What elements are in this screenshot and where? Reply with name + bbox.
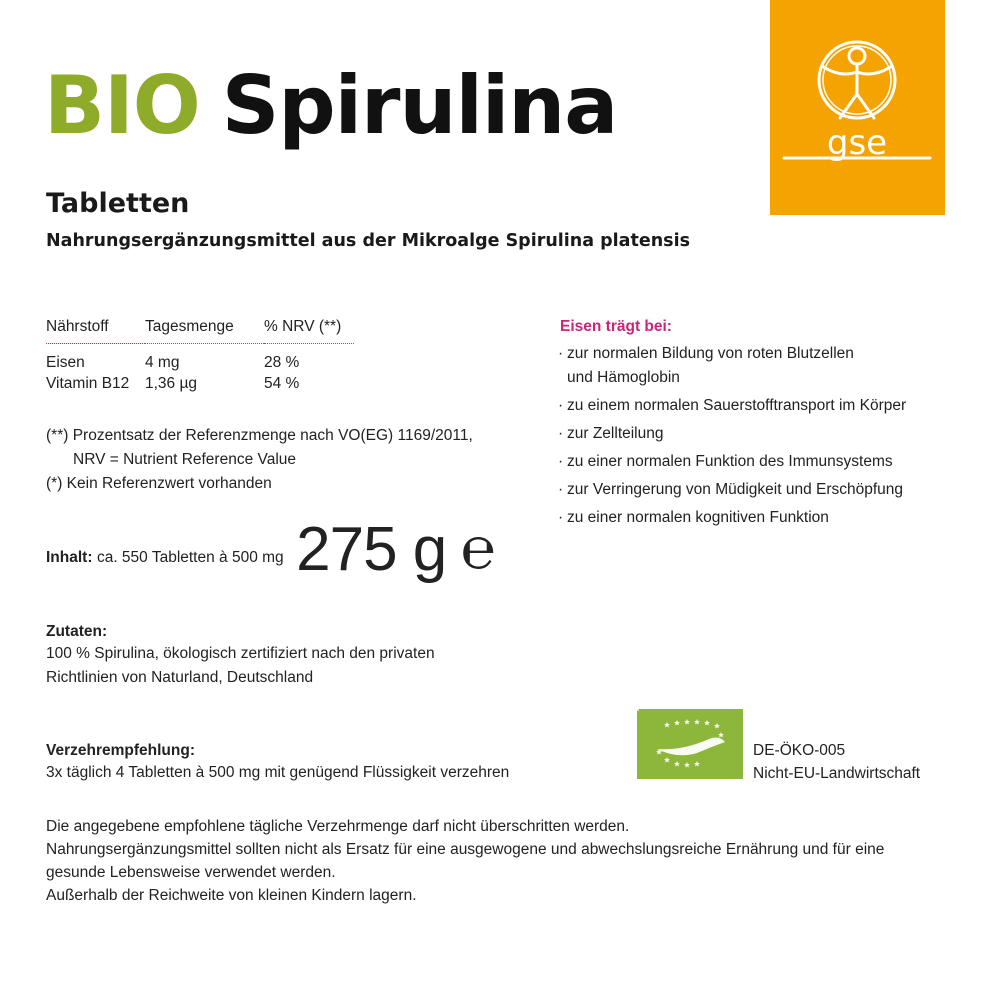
product-subtitle: Tabletten <box>46 188 190 219</box>
list-item <box>558 342 906 390</box>
footnote-no-reference: (*) Kein Referenzwert vorhanden <box>46 475 272 492</box>
ingredients-section <box>46 623 435 690</box>
bullet-icon: · <box>558 345 564 362</box>
footnote-nrv-definition: NRV = Nutrient Reference Value <box>73 451 297 468</box>
table-header: % NRV (**) <box>264 316 354 344</box>
bullet-icon: · <box>558 453 564 470</box>
product-description: Nahrungsergänzungsmittel aus der Mikroalge Spirulina platensis <box>46 231 690 251</box>
recommendation-text: 3x täglich 4 Tabletten à 500 mg mit genügend Flüssigkeit verzehren <box>46 764 510 781</box>
disclaimer-line: Außerhalb der Reichweite von kleinen Kindern lagern. <box>46 887 417 904</box>
footnote-nrv: (**) Prozentsatz der Referenzmenge nach VO(EG) 1169/2011, <box>46 427 473 444</box>
ingredients-line: Richtlinien von Naturland, Deutschland <box>46 669 314 686</box>
table-cell: 28 % <box>264 353 300 371</box>
gse-person-icon <box>770 0 945 215</box>
table-cell: 54 % <box>264 374 300 392</box>
iron-claims-list <box>558 342 906 534</box>
list-item <box>558 422 906 446</box>
eu-organic-logo <box>637 709 743 779</box>
bullet-icon: · <box>558 397 564 414</box>
disclaimer-line: Nahrungsergänzungsmittel sollten nicht als Ersatz für eine ausgewogene und abwechslungsreiche Ernährung und für eine gesunde Lebensweise verwendet werden. <box>46 841 885 881</box>
ingredients-heading: Zutaten: <box>46 623 108 640</box>
recommendation-heading: Verzehrempfehlung: <box>46 742 195 759</box>
list-item <box>558 394 906 418</box>
footnotes <box>46 424 473 496</box>
list-item-continuation: und Hämoglobin <box>567 369 680 386</box>
table-cell: Vitamin B12 <box>46 374 130 392</box>
list-item-text: zu einer normalen kognitiven Funktion <box>567 509 829 526</box>
recommendation-section <box>46 742 509 785</box>
estimated-sign-icon: ℮ <box>460 516 496 581</box>
product-title <box>44 59 618 152</box>
eu-control-code: DE-ÖKO-005 <box>753 742 846 759</box>
table-header: Nährstoff <box>46 316 145 344</box>
eu-organic-info <box>753 739 920 785</box>
bullet-icon: · <box>558 425 564 442</box>
bullet-icon: · <box>558 509 564 526</box>
list-item <box>558 506 906 530</box>
eu-origin: Nicht-EU-Landwirtschaft <box>753 765 921 782</box>
table-row <box>46 373 354 394</box>
table-cell: 1,36 µg <box>145 374 198 392</box>
list-item-text: zur normalen Bildung von roten Blutzellen <box>567 345 854 362</box>
table-cell: 4 mg <box>145 353 180 371</box>
list-item <box>558 478 906 502</box>
nutrient-table <box>46 316 354 394</box>
disclaimer <box>46 815 946 907</box>
gse-logo-text: gse <box>826 123 888 163</box>
disclaimer-line: Die angegebene empfohlene tägliche Verzehrmenge darf nicht überschritten werden. <box>46 818 630 835</box>
gse-logo <box>770 0 945 215</box>
table-row <box>46 344 354 374</box>
table-header-row <box>46 316 354 344</box>
bullet-icon: · <box>558 481 564 498</box>
list-item-text: zu einem normalen Sauerstofftransport im Körper <box>567 397 907 414</box>
content-info <box>46 514 496 585</box>
content-label: Inhalt: <box>46 549 93 566</box>
table-cell: Eisen <box>46 353 85 371</box>
ingredients-line: 100 % Spirulina, ökologisch zertifiziert nach den privaten <box>46 645 435 662</box>
list-item-text: zur Verringerung von Müdigkeit und Erschöpfung <box>567 481 904 498</box>
title-prefix: BIO <box>44 59 200 152</box>
list-item-text: zu einer normalen Funktion des Immunsystems <box>567 453 893 470</box>
content-text: ca. 550 Tabletten à 500 mg <box>96 549 284 566</box>
eu-leaf-icon <box>637 709 743 779</box>
iron-heading: Eisen trägt bei: <box>560 318 672 335</box>
list-item-text: zur Zellteilung <box>567 425 664 442</box>
net-weight: 275 g <box>296 515 447 584</box>
title-name: Spirulina <box>221 59 618 152</box>
list-item <box>558 450 906 474</box>
table-header: Tagesmenge <box>145 316 264 344</box>
